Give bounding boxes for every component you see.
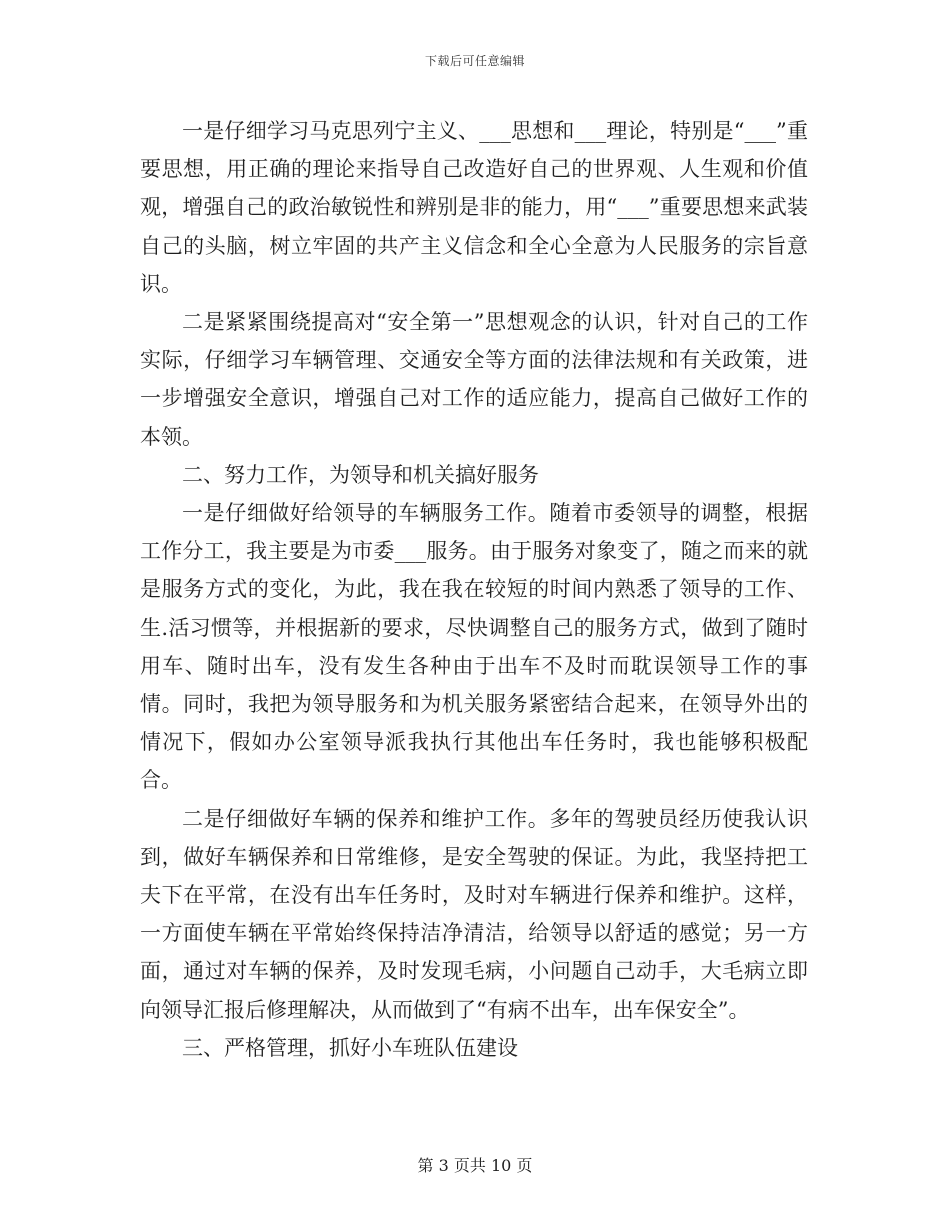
paragraph-safety-first: 二是紧紧围绕提高对“安全第一”思想观念的认识，针对自己的工作实际，仔细学习车辆管理、交通安全等方面的法律法规和有关政策，进一步增强安全意识，增强自己对工作的适应能力，提高自己做好工作的本领。 — [140, 310, 808, 449]
paragraph-vehicle-service: 一是仔细做好给领导的车辆服务工作。随着市委领导的调整，根据工作分工，我主要是为市委___服务。由于服务对象变了，随之而来的就是服务方式的变化，为此，我在我在较短的时间内熟悉了领导的工作、生.活习惯等，并根据新的要求，尽快调整自己的服务方式，做到了随时用车、随时出车，没有发生各种由于出车不及时而耽误领导工作的事情。同时，我把为领导服务和为机关服务紧密结合起来，在领导外出的情况下，假如办公室领导派我执行其他出车任务时，我也能够积极配合。 — [140, 501, 808, 793]
paragraph-study-theory: 一是仔细学习马克思列宁主义、___思想和___理论，特别是“___”重要思想，用正确的理论来指导自己改造好自己的世界观、人生观和价值观，增强自己的政治敏锐性和辨别是非的能力，用“___”重要思想来武装自己的头脑，树立牢固的共产主义信念和全心全意为人民服务的宗旨意识。 — [140, 119, 808, 296]
section-heading-team-management: 三、严格管理，抓好小车班队伍建设 — [182, 1035, 518, 1060]
page-number: 第 3 页共 10 页 — [417, 1156, 533, 1175]
section-heading-work-service: 二、努力工作，为领导和机关搞好服务 — [182, 462, 539, 487]
paragraph-vehicle-maintenance: 二是仔细做好车辆的保养和维护工作。多年的驾驶员经历使我认识到，做好车辆保养和日常维修，是安全驾驶的保证。为此，我坚持把工夫下在平常，在没有出车任务时，及时对车辆进行保养和维护。这样，一方面使车辆在平常始终保持洁净清洁，给领导以舒适的感觉；另一方面，通过对车辆的保养，及时发现毛病，小问题自己动手，大毛病立即向领导汇报后修理解决，从而做到了“有病不出车，出车保安全”。 — [140, 806, 808, 1022]
document-body — [140, 112, 808, 1067]
page-header: 下载后可任意编辑 — [424, 54, 525, 68]
